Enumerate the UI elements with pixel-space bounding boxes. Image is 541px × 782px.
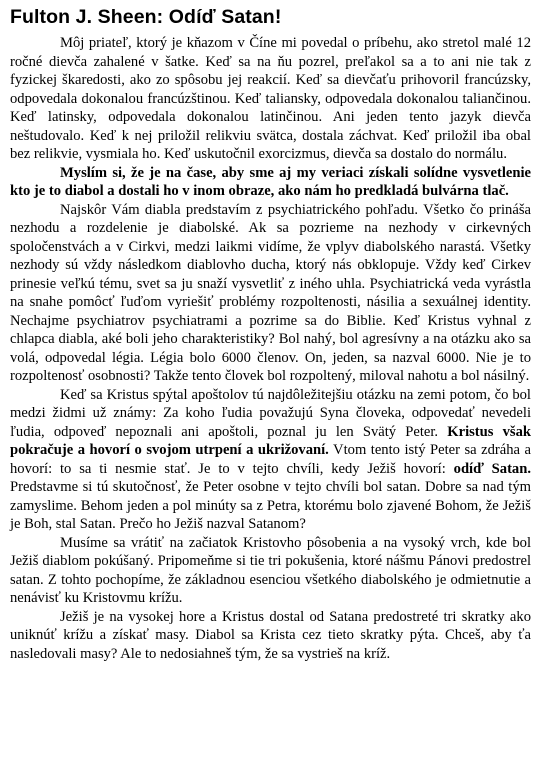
paragraph-4-text-e: Predstavme si tú skutočnosť, že Peter osobne v tejto chvíli bol satan. Dobre sa nad tým zamyslime. Behom jeden a pol minúty sa z Petra, ktorému bolo zjavené Bohom, že Ježiš je Boh, stal Satan. Prečo ho Ježiš nazval Satanom? — [10, 479, 531, 532]
article-title: Fulton J. Sheen: Odíď Satan! — [10, 6, 282, 28]
paragraph-2-bold: Myslím si, že je na čase, aby sme aj my veriaci získali solídne vysvetlenie kto je to diabol a dostali ho v inom obraze, ako nám ho predkladá bulvárna tlač. — [10, 164, 531, 199]
paragraph-4-bold-b: Kristus však pokračuje a hovorí o svojom utrpení a ukrižovaní. — [10, 423, 531, 458]
paragraph-6: Ježiš je na vysokej hore a Kristus dostal od Satana predostreté tri skratky ako uniknúť krížu a získať masy. Diabol sa Krista cez tieto skratky pýta. Chceš, aby ťa nasledovali masy? Ale to nedosiahneš tým, že sa vystrieš na kríž. — [10, 608, 531, 662]
paragraph-1: Môj priateľ, ktorý je kňazom v Číne mi povedal o príbehu, ako stretol malé 12 ročné dievča zahalené v šatke. Keď sa na ňu pozrel, preľakol sa a to ani nie tak z fyzickej škaredosti, ako zo spôsobu jej reakcií. Keď sa dievčaťu prihovoril francúzsky, odpovedala dokonalou francúzštinou. Keď taliansky, odpovedala dokonalou taliančinou. Keď latinsky, odpovedala dokonalou latinčinou. Ani jeden tento jazyk dievča neštudovalo. Keď k nej priložil relikviu svätca, dostala záchvat. Keď priložil iba obal bez relikvie, vysmiala ho. Keď uskutočnil exorcizmus, dievča sa dostalo do normálu. — [10, 35, 531, 162]
paragraph-5: Musíme sa vrátiť na začiatok Kristovho pôsobenia a na vysoký vrch, kde bol Ježiš diablom pokúšaný. Pripomeňme si tie tri pokušenia, ktoré nášmu Pánovi predostrel satan. Z tohto pochopíme, že základnou esenciou všetkého diabolského je odmietnutie a nenávisť ku Kristovmu krížu. — [10, 534, 531, 606]
paragraph-4-text-c: Vtom tento istý Peter sa zdráha a hovorí: to sa ti nesmie stať. Je to v tejto chvíli, kedy Ježiš hovorí: — [10, 442, 531, 477]
paragraph-4-bold-d: odíď Satan. — [453, 460, 531, 477]
paragraph-4 — [10, 386, 531, 534]
paragraph-4-text-a: Keď sa Kristus spýtal apoštolov tú najdôležitejšiu otázku na zemi potom, čo bol medzi židmi už známy: Za koho ľudia považujú Syna človeka, odpovedať nevedeli ľudia, odpoveď nepoznali ani apoštoli, poznal ju len Svätý Peter. — [10, 386, 531, 440]
paragraph-3: Najskôr Vám diabla predstavím z psychiatrického pohľadu. Všetko čo prináša nezhodu a rozdelenie je diabolské. Ak sa pozrieme na nezhody v cirkevných spoločenstvách a v Cirkvi, medzi laikmi vidíme, že vplyv diabolského narastá. Všetky nezhody sú vždy následkom diablovho ducha, ktorý nás obklopuje. Vždy keď Cirkev prinesie veľkú tému, svet sa ju snaží vysvetliť z iného uhla. Psychiatrická veda vyrástla na snahe pomôcť ľuďom vyriešiť problémy rozpoltenosti, násilia a sexuálnej identity. Nechajme psychiatrov psychiatrami a pozrime sa do Biblie. Keď Kristus vyhnal z chlapca diabla, aké boli jeho charakteristiky? Bol nahý, bol agresívny a na otázku ako sa volá, odpovedal légia. Légia bolo 6000 členov. On, jeden, sa nazval 6000. Nie je to rozpoltenosť osobnosti? Takže tento človek bol rozpoltený, miloval nahotu a bol násilný. — [10, 201, 531, 384]
